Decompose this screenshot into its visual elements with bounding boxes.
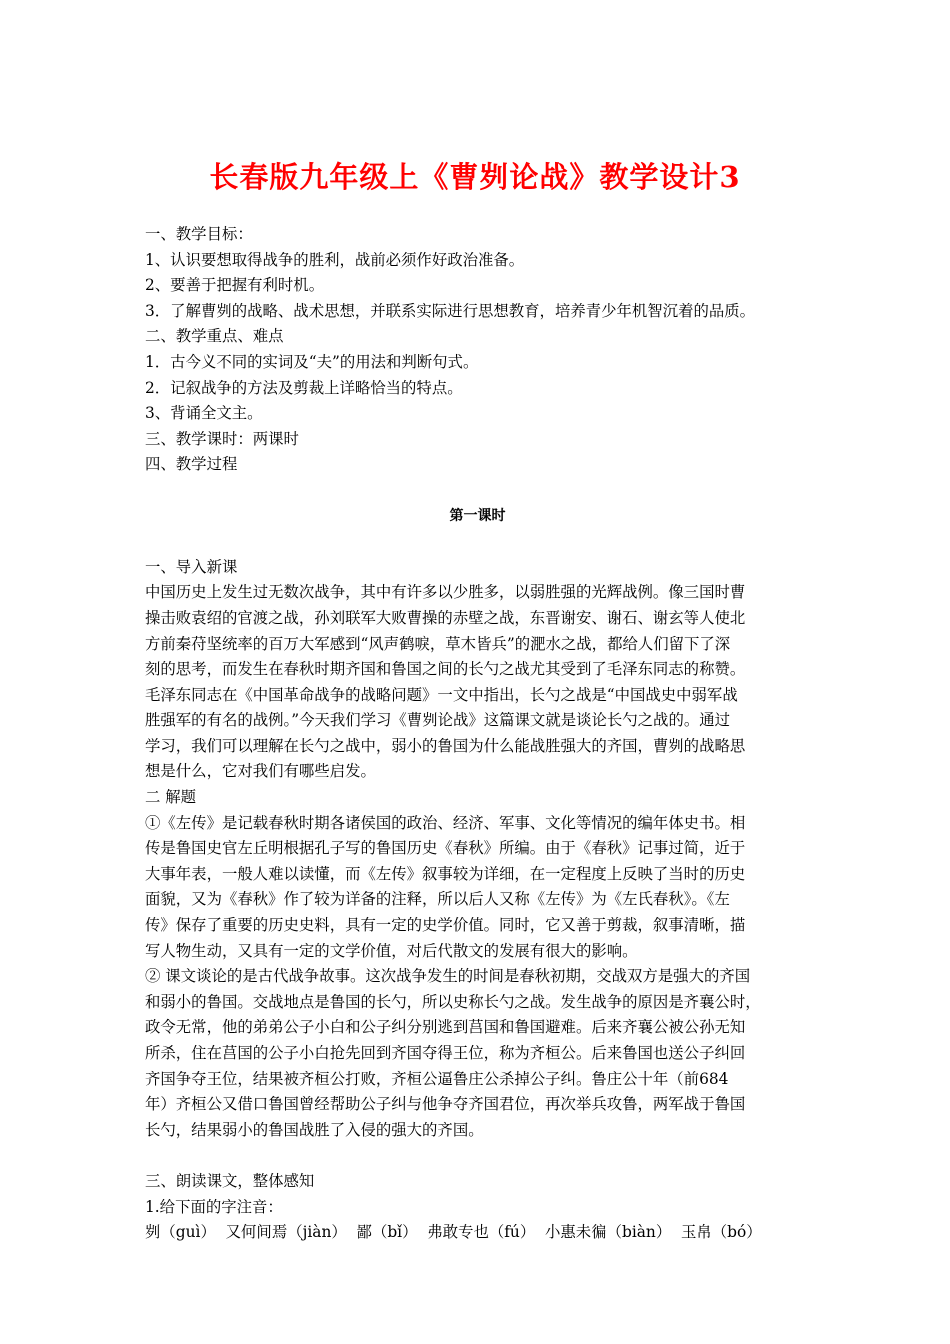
hours-line: 三、教学课时：两课时 xyxy=(145,429,299,448)
read-heading: 三、朗读课文，整体感知 xyxy=(145,1171,315,1190)
explain-heading: 二 解题 xyxy=(145,788,197,807)
pinyin-heading: 1.给下面的字注音： xyxy=(145,1197,283,1216)
explain-line: 政令无常，他的弟弟公子小白和公子纠分别逃到莒国和鲁国避难。后来齐襄公被公孙无知 xyxy=(145,1018,746,1037)
intro-line: 学习，我们可以理解在长勺之战中，弱小的鲁国为什么能战胜强大的齐国，曹刿的战略思 xyxy=(145,736,746,755)
objectives-heading: 一、教学目标： xyxy=(145,225,253,243)
document-title: 长春版九年级上《曹刿论战》教学设计3 xyxy=(209,160,741,194)
objective-item: 1、认识要想取得战争的胜利，战前必须作好政治准备。 xyxy=(145,250,525,269)
spacer xyxy=(145,478,810,504)
lesson-title: 第一课时 xyxy=(449,507,506,524)
explain-line: 齐国争夺王位，结果被齐桓公打败，齐桓公逼鲁庄公杀掉公子纠。鲁庄公十年（前684 xyxy=(145,1069,729,1088)
explain-line: 传是鲁国史官左丘明根据孔子写的鲁国历史《春秋》所编。由于《春秋》记事过简，近于 xyxy=(145,839,746,858)
objective-item: 3．了解曹刿的战略、战术思想，并联系实际进行思想教育，培养青少年机智沉着的品质。 xyxy=(145,301,756,320)
explain-line: 和弱小的鲁国。交战地点是鲁国的长勺，所以史称长勺之战。发生战争的原因是齐襄公时， xyxy=(145,992,761,1011)
process-heading: 四、教学过程 xyxy=(145,455,238,474)
explain-line: 年）齐桓公又借口鲁国曾经帮助公子纠与他争夺齐国君位，再次举兵攻鲁，两军战于鲁国 xyxy=(145,1095,746,1114)
intro-line: 想是什么，它对我们有哪些启发。 xyxy=(145,762,376,781)
intro-line: 中国历史上发生过无数次战争，其中有许多以少胜多，以弱胜强的光辉战例。像三国时曹 xyxy=(145,583,746,602)
explain-line: 写人物生动，又具有一定的文学价值，对后代散文的发展有很大的影响。 xyxy=(145,941,638,960)
focus-item: 2．记叙战争的方法及剪裁上详略恰当的特点。 xyxy=(145,378,463,397)
intro-line: 操击败袁绍的官渡之战，孙刘联军大败曹操的赤壁之战，东晋谢安、谢石、谢玄等人使北 xyxy=(145,608,746,627)
objective-item: 2、要善于把握有利时机。 xyxy=(145,276,325,295)
focus-item: 1．古今义不同的实词及“夫”的用法和判断句式。 xyxy=(145,352,479,371)
document-body xyxy=(145,222,810,1246)
intro-line: 毛泽东同志在《中国革命战争的战略问题》一文中指出，长勺之战是“中国战史中弱军战 xyxy=(145,685,738,704)
intro-heading: 一、导入新课 xyxy=(145,557,238,576)
explain-line: 传》保存了重要的历史史料，具有一定的史学价值。同时，它又善于剪裁，叙事清晰，描 xyxy=(145,916,746,935)
intro-line: 刻的思考，而发生在春秋时期齐国和鲁国之间的长勺之战尤其受到了毛泽东同志的称赞。 xyxy=(145,660,746,679)
explain-line: 所杀，住在莒国的公子小白抢先回到齐国夺得王位，称为齐桓公。后来鲁国也送公子纠回 xyxy=(145,1044,746,1062)
explain-line: ①《左传》是记载春秋时期各诸侯国的政治、经济、军事、文化等情况的编年体史书。相 xyxy=(145,813,746,832)
explain-line: ② 课文谈论的是古代战争故事。这次战争发生的时间是春秋初期，交战双方是强大的齐国 xyxy=(145,967,751,986)
explain-line: 长勺，结果弱小的鲁国战胜了入侵的强大的齐国。 xyxy=(145,1120,484,1139)
focus-heading: 二、教学重点、难点 xyxy=(145,327,284,346)
spacer xyxy=(145,1143,810,1169)
focus-item: 3、背诵全文主。 xyxy=(145,404,263,423)
spacer xyxy=(145,529,810,555)
explain-line: 面貌，又为《春秋》作了较为详备的注释，所以后人又称《左传》为《左氏春秋》。《左 xyxy=(145,890,730,909)
intro-line: 胜强军的有名的战例。”今天我们学习《曹刿论战》这篇课文就是谈论长勺之战的。通过 xyxy=(145,711,731,730)
intro-line: 方前秦苻坚统率的百万大军感到“风声鹤唳，草木皆兵”的淝水之战，都给人们留下了深 xyxy=(145,634,731,653)
explain-line: 大事年表，一般人难以读懂，而《左传》叙事较为详细，在一定程度上反映了当时的历史 xyxy=(145,864,746,883)
pinyin-line: 刿（guì） 又何间焉（jiàn） 鄙（bǐ） 弗敢专也（fú） 小惠未徧（biàn） 玉帛（bó） xyxy=(145,1223,762,1242)
